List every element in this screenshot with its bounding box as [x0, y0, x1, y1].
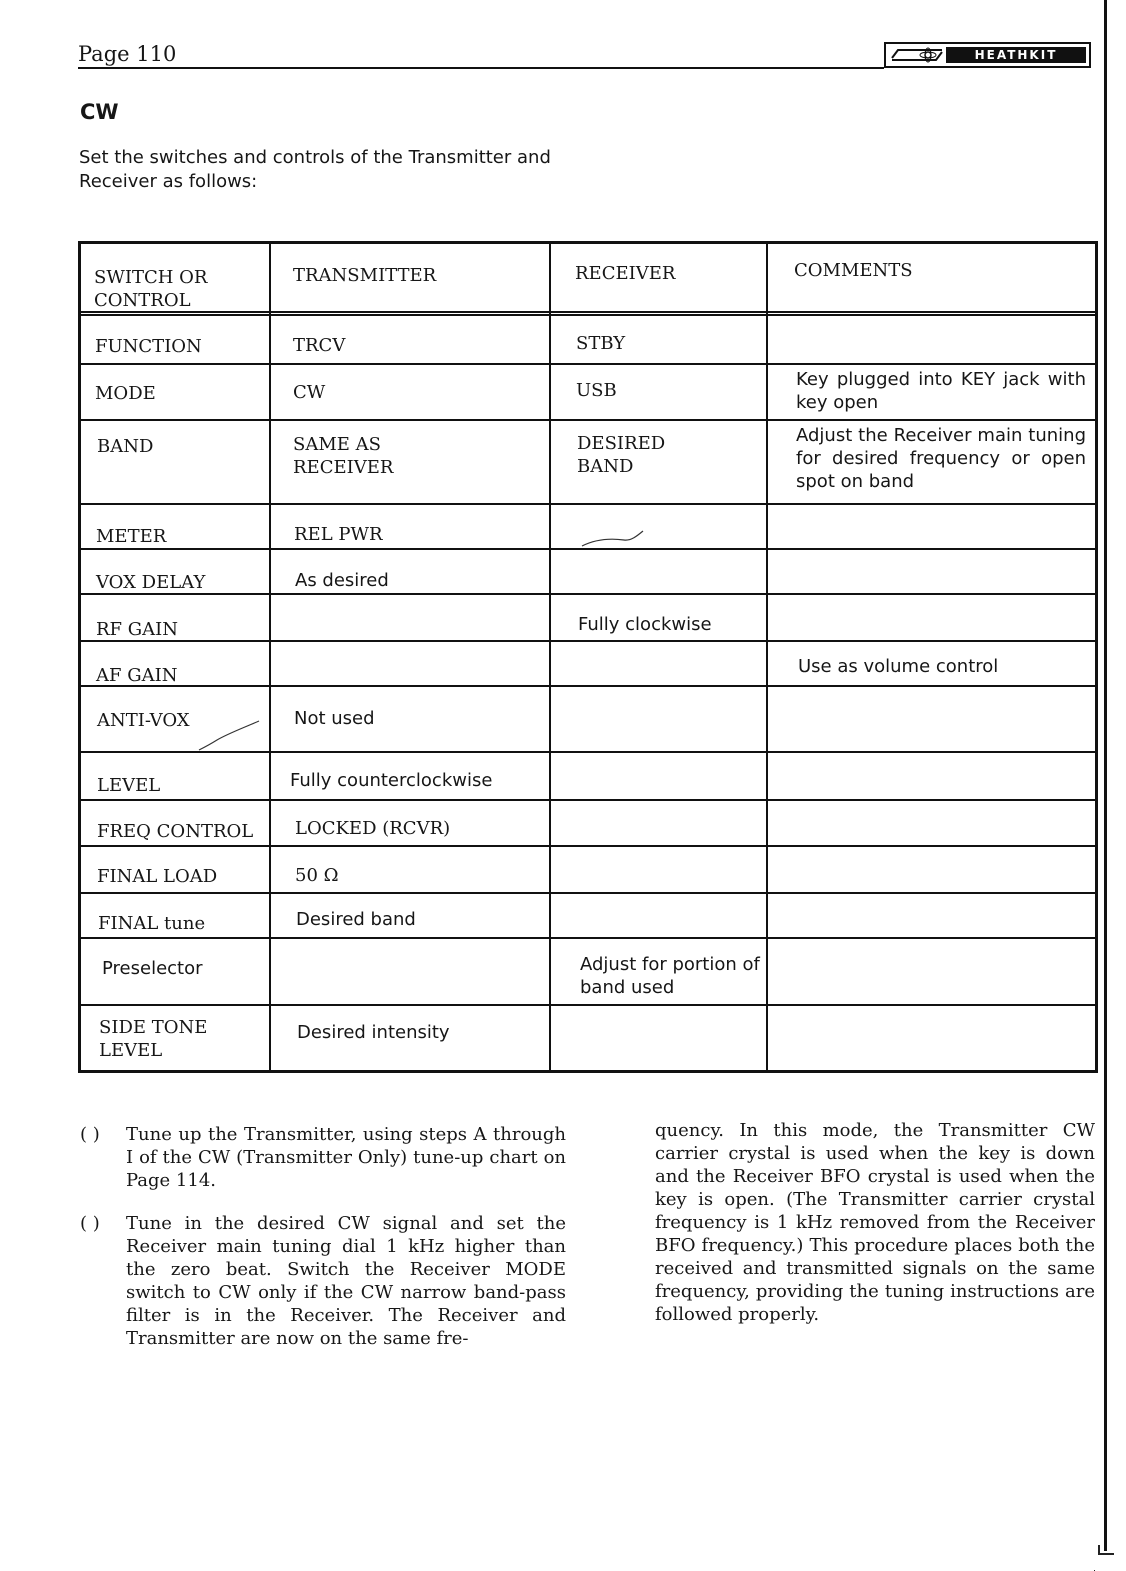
receiver-cell: USB — [576, 380, 617, 401]
step-1-text: Tune up the Transmitter, using steps A through I of the CW (Transmitter Only) tune-up chart on Page 114. — [126, 1124, 566, 1191]
header-switch-or-control: SWITCH OR CONTROL — [94, 267, 208, 311]
row-divider — [81, 363, 1095, 365]
comments-cell: Key plugged into KEY jack with key open — [796, 369, 1086, 413]
checkbox[interactable]: ( ) — [80, 1124, 100, 1145]
row-divider — [81, 937, 1095, 939]
row-divider — [81, 503, 1095, 505]
logo-text: HEATHKIT — [946, 47, 1086, 63]
transmitter-cell: REL PWR — [294, 524, 383, 545]
control-cell: FREQ CONTROL — [97, 821, 254, 842]
transmitter-cell: Desired intensity — [297, 1022, 450, 1043]
step-2 — [80, 1212, 566, 1350]
column-divider — [766, 244, 768, 1070]
control-cell: ANTI-VOX — [97, 710, 190, 731]
section-title: CW — [80, 100, 119, 124]
control-cell: FINAL LOAD — [97, 866, 218, 887]
header-transmitter: TRANSMITTER — [293, 265, 437, 286]
row-divider — [81, 419, 1095, 421]
transmitter-cell: CW — [293, 382, 326, 403]
header-receiver: RECEIVER — [575, 263, 676, 284]
transmitter-cell: 50 Ω — [295, 865, 339, 886]
step-1 — [80, 1123, 566, 1192]
scan-mark — [1098, 1553, 1114, 1555]
page-number: Page 110 — [78, 42, 177, 66]
page-edge-rule — [1104, 0, 1107, 1551]
header-comments: COMMENTS — [794, 260, 913, 281]
row-divider — [81, 845, 1095, 847]
right-column — [655, 1119, 1095, 1326]
intro-text: Set the switches and controls of the Transmitter and Receiver as follows: — [79, 147, 551, 192]
left-column — [80, 1123, 566, 1350]
receiver-cell: Fully clockwise — [578, 614, 712, 635]
control-cell: LEVEL — [97, 775, 161, 796]
row-divider — [81, 799, 1095, 801]
settings-table — [78, 241, 1098, 1073]
control-cell: RF GAIN — [96, 619, 179, 640]
comments-cell: Adjust the Receiver main tuning for desired frequency or open spot on band — [796, 425, 1086, 492]
transmitter-cell: Fully counterclockwise — [290, 770, 493, 791]
row-divider — [81, 892, 1095, 894]
control-cell: AF GAIN — [96, 665, 178, 686]
header-rule — [78, 67, 884, 69]
control-cell: SIDE TONE LEVEL — [99, 1017, 208, 1061]
step-2-text: Tune in the desired CW signal and set the Receiver main tuning dial 1 kHz higher than the zero beat. Switch the Receiver MODE switch to CW only if the CW narrow band-pass filter is in the Receiver. The Receiver and Transmitter are now on the same fre- — [126, 1213, 566, 1349]
column-divider — [269, 244, 271, 1070]
receiver-cell: Adjust for portion of band used — [580, 954, 760, 998]
checkbox[interactable]: ( ) — [80, 1213, 100, 1234]
continuation-text: quency. In this mode, the Transmitter CW carrier crystal is used when the key is down and the Receiver BFO crystal is used when the key is open. (The Transmitter carrier crystal frequency is 1 kHz removed from the Receiver BFO frequency.) This procedure places both the received and transmitted signals on the same frequency, providing the tuning instructions are followed properly. — [655, 1120, 1095, 1325]
column-divider — [549, 244, 551, 1070]
row-divider — [81, 1004, 1095, 1006]
transmitter-cell: As desired — [295, 570, 389, 591]
transmitter-cell: SAME AS RECEIVER — [293, 434, 394, 478]
transmitter-cell: TRCV — [293, 335, 346, 356]
handwritten-mark-icon — [193, 718, 263, 752]
logo-emblem-icon — [890, 46, 944, 64]
comments-cell: Use as volume control — [798, 656, 999, 677]
control-cell: VOX DELAY — [96, 572, 206, 593]
transmitter-cell: Desired band — [296, 909, 416, 930]
control-cell: BAND — [97, 436, 154, 457]
control-cell: FUNCTION — [95, 336, 202, 357]
receiver-cell: DESIRED BAND — [577, 433, 666, 477]
control-cell: FINAL tune — [98, 913, 206, 934]
control-cell: Preselector — [102, 958, 203, 979]
control-cell: MODE — [95, 383, 156, 404]
transmitter-cell: LOCKED (RCVR) — [295, 818, 451, 839]
control-cell: METER — [96, 526, 167, 547]
heathkit-logo — [884, 42, 1091, 68]
transmitter-cell: Not used — [294, 708, 375, 729]
receiver-cell: STBY — [576, 333, 626, 354]
handwritten-mark-icon — [579, 528, 649, 550]
